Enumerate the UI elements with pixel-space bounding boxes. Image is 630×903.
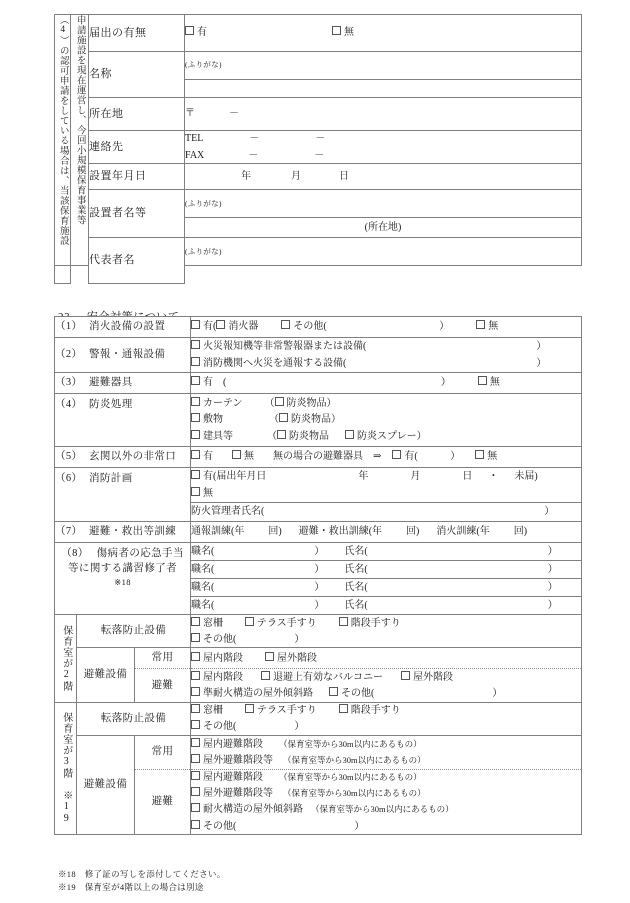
footnotes [58,868,226,894]
checkbox-fire-ext-other[interactable] [281,320,290,329]
row-value-emergency-exit: 有 無 無の場合の避難器具 ⇒ 有( ） 無 [191,447,582,468]
checkbox-fire-ext-yes[interactable] [191,320,200,329]
row-value-drills: 通報訓練(年 回) 避難・救出訓練(年 回) 消火訓練(年 回) [191,522,582,543]
table-row [55,522,582,543]
furigana-name: (ふりがな) [185,52,582,80]
table-row [55,317,582,338]
checkbox-flameproof-curtain[interactable] [191,397,200,406]
row-label-address: 所在地 [89,97,185,130]
checkbox-flameproof-curtain-item[interactable] [275,397,284,406]
vertical-label-left: 申請施設を現在運営し、今回小規模保育事業等 [71,15,89,266]
row-label-representative: 代表者名 [89,238,185,284]
checkbox-fire-plan-yes[interactable] [191,470,200,479]
table-row [55,468,582,503]
vertical-label-floor2: 保育室が2階 [55,615,77,703]
input-name[interactable] [185,79,582,97]
checkbox-3f-terrace-rail[interactable] [245,704,254,713]
input-first-aid-1[interactable]: 職名( ） 氏名( ） [191,543,582,561]
checkbox-2f-evac-ramp[interactable] [191,687,200,696]
checkbox-3f-normal-outdoor-evac-stair[interactable] [191,754,200,763]
input-first-aid-2[interactable]: 職名( ） 氏名( ） [191,561,582,579]
row-label-established-date: 設置年月日 [89,164,185,190]
table-row [55,394,582,447]
checkbox-2f-evac-other[interactable] [329,687,338,696]
row-value-flameproof: カーテン （ 防炎物品） 敷物 （ 防炎物品） 建具等 （ 防炎物品 防炎スプレー） [191,394,582,447]
row-value-2f-evacuate: 屋内階段 退避上有効なバルコニー 屋外階段 準耐火構造の屋外傾斜路 その他( ） [191,669,582,702]
checkbox-flameproof-fittings-item[interactable] [277,430,286,439]
checkbox-2f-evac-balcony[interactable] [261,671,270,680]
row-value-fall-prevention-3f: 窓柵 テラス手すり 階段手すり その他( ） [191,702,582,735]
row-value-fire-extinguishing: 有( 消火器 その他( ） 無 [191,317,582,338]
row-label-drills: （7） 避難・救出等訓練 [55,522,191,543]
checkbox-flameproof-fittings[interactable] [191,430,200,439]
checkbox-2f-terrace-rail[interactable] [245,617,254,626]
input-established-date[interactable]: 年 月 日 [185,164,582,190]
footnote-19: ※19 保育室が4階以上の場合は別途 [58,881,204,892]
row-label-notification: 届出の有無 [89,15,185,52]
row-label-emergency-exit: （5） 玄関以外の非常口 [55,447,191,468]
table-row [55,615,582,648]
row-label-evac-equipment: （3） 避難器具 [55,373,191,394]
row-label-2f-evacuate: 避難 [135,669,191,702]
row-value-3f-evacuate: 屋内避難階段 （保育室等から30m以内にあるもの） 屋外避難階段等 （保育室等から30m以内にあるもの） 耐火構造の屋外傾斜路 （保育室等から30m以内にあるもの） その他( ） [191,769,582,835]
row-label-2f-normal: 常用 [135,648,191,669]
row-label-flameproof: （4） 防炎処理 [55,394,191,447]
row-label-fire-extinguishing: （1） 消火設備の設置 [55,317,191,338]
table-row [55,736,582,769]
row-label-fall-prevention-3f: 転落防止設備 [77,702,191,735]
table-row [55,669,582,702]
table-row [55,543,582,561]
row-value-fire-plan: 有(届出年月日 年 月 日 ・ 未届) 無 [191,468,582,503]
checkbox-alarm-report[interactable] [191,357,200,366]
checkbox-2f-evac-indoor-stair[interactable] [191,671,200,680]
checkbox-3f-evac-indoor-evac-stair[interactable] [191,771,200,780]
checkbox-fire-plan-no[interactable] [191,487,200,496]
checkbox-2f-evac-outdoor-stair[interactable] [401,671,410,680]
checkbox-2f-fall-other[interactable] [191,633,200,642]
furigana-representative: (ふりがな) [185,238,582,266]
input-address[interactable]: 〒 － [185,97,582,130]
table-row [55,648,582,669]
furigana-founder: (ふりがな) [185,190,582,218]
input-first-aid-4[interactable]: 職名( ） 氏名( ） [191,597,582,615]
vertical-label-right: （4）の認可申請をしている場合は、当該保育施設 [55,15,71,266]
input-representative[interactable] [55,266,71,284]
input-first-aid-3[interactable]: 職名( ） 氏名( ） [191,579,582,597]
checkbox-3f-normal-indoor-evac-stair[interactable] [191,738,200,747]
checkbox-2f-normal-outdoor-stair[interactable] [265,652,274,661]
row-label-3f-evacuate: 避難 [135,769,191,835]
checkbox-emergency-exit-alt-no[interactable] [475,450,484,459]
table-row [55,338,582,373]
checkbox-alarm-device[interactable] [191,340,200,349]
footnote-18: ※18 修了証の写しを添付してください。 [58,869,226,879]
row-value-notification: 有 無 [185,15,582,52]
table-row [55,373,582,394]
checkbox-flameproof-spray[interactable] [345,430,354,439]
checkbox-emergency-exit-yes[interactable] [191,450,200,459]
row-label-alarm: （2） 警報・通報設備 [55,338,191,373]
checkbox-flameproof-rug-item[interactable] [279,413,288,422]
checkbox-emergency-exit-alt-yes[interactable] [392,450,401,459]
checkbox-emergency-exit-no[interactable] [232,450,241,459]
checkbox-fire-ext-no[interactable] [476,320,485,329]
checkbox-3f-window-fence[interactable] [191,704,200,713]
checkbox-2f-stair-rail[interactable] [339,617,348,626]
row-label-first-aid: （8） 傷病者の応急手当 等に関する講習修了者 ※18 [55,543,191,615]
vertical-label-floor3: 保育室が3階 ※19 [55,702,77,835]
table-row [55,447,582,468]
safety-measures-table [54,316,582,835]
row-label-fire-plan: （6） 消防計画 [55,468,191,522]
checkbox-3f-stair-rail[interactable] [339,704,348,713]
row-label-name: 名称 [89,52,185,98]
checkbox-2f-window-fence[interactable] [191,617,200,626]
checkbox-notification-no[interactable] [332,26,341,35]
checkbox-evac-equipment-no[interactable] [478,376,487,385]
input-contact[interactable]: TEL － － FAX － － [185,130,582,163]
checkbox-3f-evac-fireproof-ramp[interactable] [191,803,200,812]
checkbox-evac-equipment-yes[interactable] [191,376,200,385]
checkbox-3f-evac-outdoor-evac-stair[interactable] [191,787,200,796]
input-fire-manager-name[interactable]: 防火管理者氏名( ） [191,503,582,522]
row-value-alarm: 火災報知機等非常警報器または設備( ） 消防機関へ火災を通報する設備( ） [191,338,582,373]
row-label-fall-prevention-2f: 転落防止設備 [77,615,191,648]
checkbox-3f-evac-other[interactable] [191,820,200,829]
checkbox-3f-fall-other[interactable] [191,720,200,729]
table-row [55,769,582,835]
row-value-fall-prevention-2f: 窓柵 テラス手すり 階段手すり その他( ） [191,615,582,648]
row-label-evac-equipment-3f: 避難設備 [77,736,135,835]
checkbox-fire-ext-extinguisher[interactable] [216,320,225,329]
checkbox-flameproof-rug[interactable] [191,413,200,422]
checkbox-notification-yes[interactable] [185,26,194,35]
row-label-3f-normal: 常用 [135,736,191,769]
row-value-2f-normal: 屋内階段 屋外階段 [191,648,582,669]
row-label-contact: 連絡先 [89,130,185,163]
row-value-evac-equipment: 有 ( ） 無 [191,373,582,394]
row-value-3f-normal: 屋内避難階段 （保育室等から30m以内にあるもの） 屋外避難階段等 （保育室等から30m以内にあるもの） [191,736,582,769]
checkbox-2f-normal-indoor-stair[interactable] [191,652,200,661]
row-label-evac-equipment-2f: 避難設備 [77,648,135,702]
facility-details-table [54,14,582,284]
row-label-founder: 設置者名等 [89,190,185,238]
table-row [55,702,582,735]
input-founder[interactable]: (所在地) [185,218,582,238]
